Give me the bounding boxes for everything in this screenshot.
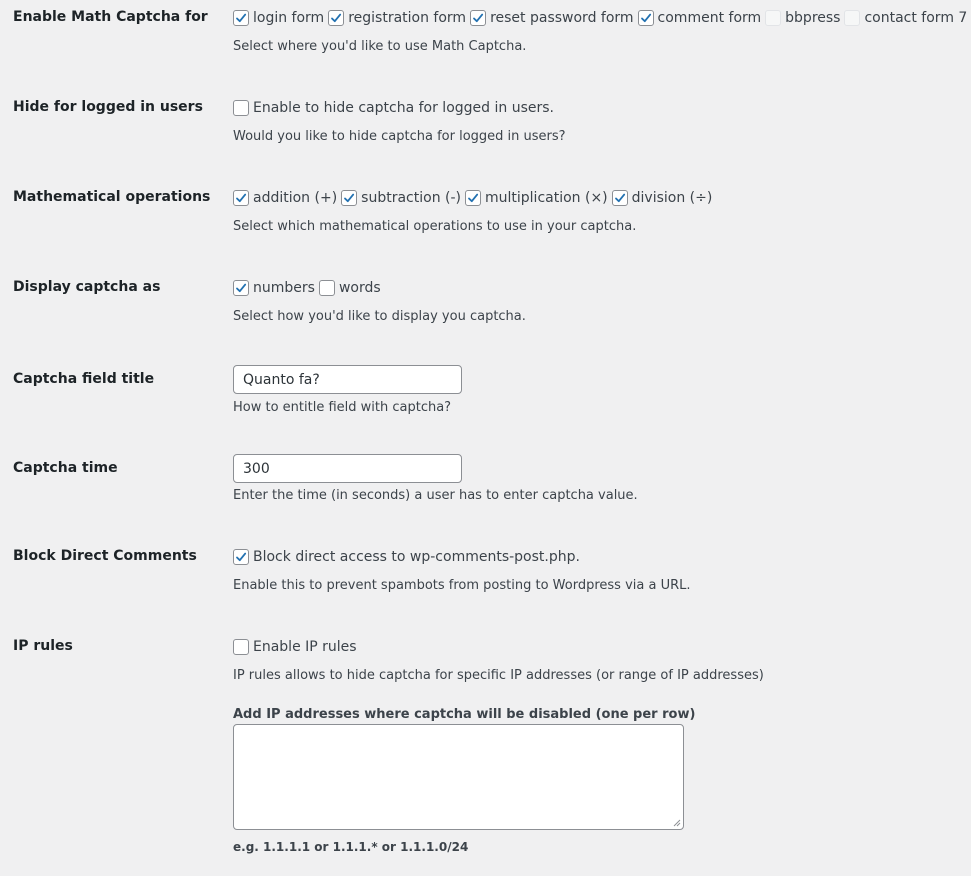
setting-label: Display captcha as (13, 279, 161, 295)
setting-field (233, 365, 462, 416)
setting-field (233, 454, 638, 504)
checkbox-checked[interactable] (612, 190, 628, 206)
checkbox-option[interactable] (844, 10, 967, 26)
checkbox-option[interactable] (233, 639, 357, 655)
setting-label: Captcha time (13, 460, 118, 476)
setting-field (233, 547, 691, 594)
ip-example-text: e.g. 1.1.1.1 or 1.1.1.* or 1.1.1.0/24 (233, 840, 469, 854)
checkbox-unchecked[interactable] (765, 10, 781, 26)
setting-field (233, 8, 971, 55)
setting-field (233, 637, 764, 854)
checkbox-option[interactable] (612, 190, 713, 206)
checkbox-option[interactable] (765, 10, 840, 26)
checkbox-unchecked[interactable] (319, 280, 335, 296)
setting-label: Captcha field title (13, 371, 155, 387)
checkmark-icon (467, 192, 479, 204)
checkbox-group (233, 8, 971, 28)
checkbox-label: words (338, 280, 381, 296)
ip-addresses-textarea[interactable] (233, 724, 684, 830)
checkbox-unchecked[interactable] (233, 639, 249, 655)
captcha-field-title-input[interactable]: Quanto fa? (233, 365, 462, 394)
checkbox-label: addition (+) (253, 190, 338, 206)
setting-description: Select where you'd like to use Math Captcha. (233, 39, 527, 54)
setting-label: Hide for logged in users (13, 99, 203, 115)
checkbox-checked[interactable] (233, 190, 249, 206)
checkbox-label: multiplication (×) (485, 190, 608, 206)
checkbox-group (233, 98, 566, 118)
setting-description: IP rules allows to hide captcha for specific IP addresses (or range of IP addresses) (233, 668, 764, 683)
setting-label: Enable Math Captcha for (13, 9, 208, 25)
checkmark-icon (640, 12, 652, 24)
checkbox-option[interactable] (328, 10, 466, 26)
setting-label: Block Direct Comments (13, 548, 197, 564)
checkbox-option[interactable] (233, 190, 337, 206)
checkbox-checked[interactable] (233, 280, 249, 296)
checkmark-icon (235, 551, 247, 563)
checkbox-label: bbpress (785, 10, 841, 26)
checkbox-option[interactable] (638, 10, 762, 26)
checkbox-checked[interactable] (233, 10, 249, 26)
checkbox-option[interactable] (341, 190, 461, 206)
setting-description: Select which mathematical operations to use in your captcha. (233, 219, 637, 234)
setting-description: Select how you'd like to display you captcha. (233, 309, 526, 324)
checkbox-checked[interactable] (465, 190, 481, 206)
checkbox-option[interactable] (470, 10, 633, 26)
checkbox-unchecked[interactable] (844, 10, 860, 26)
checkbox-option[interactable] (233, 280, 315, 296)
checkmark-icon (235, 192, 247, 204)
checkbox-group (233, 637, 764, 657)
checkbox-checked[interactable] (341, 190, 357, 206)
setting-description: Would you like to hide captcha for logged in users? (233, 129, 566, 144)
checkbox-checked[interactable] (638, 10, 654, 26)
checkbox-label: numbers (253, 280, 315, 296)
checkbox-group (233, 188, 716, 208)
checkbox-label: Enable IP rules (253, 639, 357, 655)
checkbox-option[interactable] (233, 10, 324, 26)
checkbox-label: Enable to hide captcha for logged in users. (253, 100, 554, 116)
resize-handle-icon[interactable] (673, 819, 681, 827)
checkbox-option[interactable] (233, 100, 554, 116)
captcha-time-input[interactable]: 300 (233, 454, 462, 483)
checkmark-icon (235, 12, 247, 24)
checkmark-icon (235, 282, 247, 294)
checkbox-unchecked[interactable] (233, 100, 249, 116)
checkbox-checked[interactable] (328, 10, 344, 26)
setting-description: Enter the time (in seconds) a user has to enter captcha value. (233, 488, 638, 503)
checkmark-icon (330, 12, 342, 24)
setting-label: Mathematical operations (13, 189, 211, 205)
checkmark-icon (343, 192, 355, 204)
checkmark-icon (614, 192, 626, 204)
setting-description: Enable this to prevent spambots from posting to Wordpress via a URL. (233, 578, 691, 593)
checkbox-label: Block direct access to wp-comments-post.php. (253, 549, 580, 565)
setting-label: IP rules (13, 638, 73, 654)
setting-field (233, 188, 716, 235)
checkbox-label: subtraction (-) (361, 190, 461, 206)
checkbox-option[interactable] (233, 549, 580, 565)
setting-field (233, 278, 526, 325)
checkbox-group (233, 278, 526, 298)
setting-description: How to entitle field with captcha? (233, 400, 452, 415)
checkbox-checked[interactable] (233, 549, 249, 565)
ip-textarea-label: Add IP addresses where captcha will be disabled (one per row) (233, 707, 696, 722)
checkbox-label: contact form 7 (864, 10, 968, 26)
checkbox-label: registration form (348, 10, 467, 26)
checkmark-icon (472, 12, 484, 24)
checkbox-option[interactable] (465, 190, 608, 206)
checkbox-group (233, 547, 691, 567)
checkbox-label: comment form (657, 10, 762, 26)
checkbox-option[interactable] (319, 280, 381, 296)
checkbox-label: division (÷) (631, 190, 713, 206)
setting-field (233, 98, 566, 145)
checkbox-label: reset password form (490, 10, 634, 26)
checkbox-label: login form (253, 10, 325, 26)
checkbox-checked[interactable] (470, 10, 486, 26)
